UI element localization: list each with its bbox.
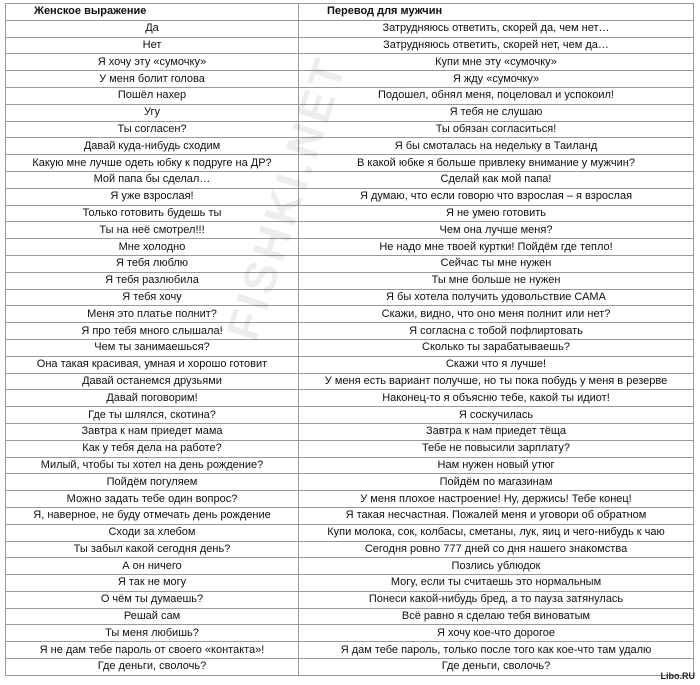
female-phrase: Мой папа бы сделал… xyxy=(6,171,299,188)
watermark: FISHKI.NET xyxy=(215,49,357,347)
female-phrase: Чем ты занимаешься? xyxy=(6,339,299,356)
female-phrase: Я уже взрослая! xyxy=(6,188,299,205)
table-row xyxy=(6,474,694,491)
male-translation: Скажи что я лучше! xyxy=(299,356,694,373)
male-translation: Позлись ублюдок xyxy=(299,558,694,575)
female-phrase: Ты забыл какой сегодня день? xyxy=(6,541,299,558)
table-row xyxy=(6,423,694,440)
female-phrase: Решай сам xyxy=(6,608,299,625)
table-row xyxy=(6,71,694,88)
male-translation: Я думаю, что если говорю что взрослая – я взрослая xyxy=(299,188,694,205)
male-translation: Ты обязан согласиться! xyxy=(299,121,694,138)
table-row xyxy=(6,608,694,625)
table-row xyxy=(6,289,694,306)
table-row xyxy=(6,541,694,558)
table-row xyxy=(6,255,694,272)
table-row xyxy=(6,205,694,222)
female-phrase: Можно задать тебе один вопрос? xyxy=(6,491,299,508)
table-row xyxy=(6,642,694,659)
male-translation: Я бы хотела получить удовольствие САМА xyxy=(299,289,694,306)
female-phrase: Милый, чтобы ты хотел на день рождение? xyxy=(6,457,299,474)
table-row xyxy=(6,491,694,508)
male-translation: Сколько ты зарабатываешь? xyxy=(299,339,694,356)
female-phrase: Нет xyxy=(6,37,299,54)
male-translation: Скажи, видно, что оно меня полнит или нет? xyxy=(299,306,694,323)
male-translation: Купи молока, сок, колбасы, сметаны, лук, яиц и чего-нибудь к чаю xyxy=(299,524,694,541)
female-phrase: Я так не могу xyxy=(6,575,299,592)
female-phrase: Я про тебя много слышала! xyxy=(6,323,299,340)
female-phrase: У меня болит голова xyxy=(6,71,299,88)
male-translation: Я бы смоталась на недельку в Таиланд xyxy=(299,138,694,155)
female-phrase: А он ничего xyxy=(6,558,299,575)
male-translation: Наконец-то я объясню тебе, какой ты идиот! xyxy=(299,390,694,407)
female-phrase: Где ты шлялся, скотина? xyxy=(6,407,299,424)
table-row xyxy=(6,37,694,54)
male-translation: Купи мне эту «сумочку» xyxy=(299,54,694,71)
table-row xyxy=(6,188,694,205)
translation-table xyxy=(5,3,694,676)
male-translation: Где деньги, сволочь? xyxy=(299,659,694,676)
table-row xyxy=(6,171,694,188)
female-phrase: Как у тебя дела на работе? xyxy=(6,440,299,457)
male-translation: Я дам тебе пароль, только после того как кое-что там удалю xyxy=(299,642,694,659)
header-row xyxy=(6,4,694,21)
male-translation: Я жду «сумочку» xyxy=(299,71,694,88)
table-row xyxy=(6,20,694,37)
male-translation: Я согласна с тобой пофлиртовать xyxy=(299,323,694,340)
table-row xyxy=(6,104,694,121)
table-row xyxy=(6,407,694,424)
female-phrase: Давай поговорим! xyxy=(6,390,299,407)
table-row xyxy=(6,659,694,676)
female-phrase: Я хочу эту «сумочку» xyxy=(6,54,299,71)
female-phrase: Давай куда-нибудь сходим xyxy=(6,138,299,155)
male-translation: В какой юбке я больше привлеку внимание у мужчин? xyxy=(299,155,694,172)
male-translation: Я соскучилась xyxy=(299,407,694,424)
table-row xyxy=(6,239,694,256)
table-row xyxy=(6,356,694,373)
male-translation: Могу, если ты считаешь это нормальным xyxy=(299,575,694,592)
female-phrase: Завтра к нам приедет мама xyxy=(6,423,299,440)
female-phrase: Давай останемся друзьями xyxy=(6,373,299,390)
male-translation: Не надо мне твоей куртки! Пойдём где тепло! xyxy=(299,239,694,256)
table-row xyxy=(6,121,694,138)
female-phrase: Сходи за хлебом xyxy=(6,524,299,541)
table-body xyxy=(6,20,694,675)
female-phrase: Я тебя хочу xyxy=(6,289,299,306)
table-row xyxy=(6,524,694,541)
female-phrase: Только готовить будешь ты xyxy=(6,205,299,222)
female-phrase: Мне холодно xyxy=(6,239,299,256)
table-row xyxy=(6,54,694,71)
male-translation: Тебе не повысили зарплату? xyxy=(299,440,694,457)
signature: Libo.RU xyxy=(660,671,695,681)
female-phrase: Меня это платье полнит? xyxy=(6,306,299,323)
female-phrase: Пошёл нахер xyxy=(6,87,299,104)
male-translation: Чем она лучше меня? xyxy=(299,222,694,239)
table-row xyxy=(6,306,694,323)
table-row xyxy=(6,507,694,524)
table-row xyxy=(6,87,694,104)
male-translation: Я хочу кое-что дорогое xyxy=(299,625,694,642)
female-phrase: Да xyxy=(6,20,299,37)
male-translation: У меня плохое настроение! Ну, держись! Тебе конец! xyxy=(299,491,694,508)
male-translation: У меня есть вариант получше, но ты пока побудь у меня в резерве xyxy=(299,373,694,390)
table-row xyxy=(6,323,694,340)
female-phrase: Какую мне лучше одеть юбку к подруге на ДР? xyxy=(6,155,299,172)
table-row xyxy=(6,373,694,390)
table-row xyxy=(6,339,694,356)
female-phrase: Я тебя разлюбила xyxy=(6,272,299,289)
header-female: Женское выражение xyxy=(6,4,299,21)
table-row xyxy=(6,155,694,172)
male-translation: Затрудняюсь ответить, скорей да, чем нет… xyxy=(299,20,694,37)
male-translation: Подошел, обнял меня, поцеловал и успокоил! xyxy=(299,87,694,104)
male-translation: Я тебя не слушаю xyxy=(299,104,694,121)
male-translation: Затрудняюсь ответить, скорей нет, чем да… xyxy=(299,37,694,54)
male-translation: Нам нужен новый утюг xyxy=(299,457,694,474)
male-translation: Я такая несчастная. Пожалей меня и уговори об обратном xyxy=(299,507,694,524)
female-phrase: Пойдём погуляем xyxy=(6,474,299,491)
female-phrase: О чём ты думаешь? xyxy=(6,591,299,608)
female-phrase: Ты на неё смотрел!!! xyxy=(6,222,299,239)
female-phrase: Я не дам тебе пароль от своего «контакта»! xyxy=(6,642,299,659)
male-translation: Всё равно я сделаю тебя виноватым xyxy=(299,608,694,625)
male-translation: Понеси какой-нибудь бред, а то пауза затянулась xyxy=(299,591,694,608)
female-phrase: Ты меня любишь? xyxy=(6,625,299,642)
table-row xyxy=(6,222,694,239)
male-translation: Сейчас ты мне нужен xyxy=(299,255,694,272)
male-translation: Я не умею готовить xyxy=(299,205,694,222)
female-phrase: Ты согласен? xyxy=(6,121,299,138)
table-row xyxy=(6,575,694,592)
table-row xyxy=(6,625,694,642)
female-phrase: Угу xyxy=(6,104,299,121)
table-row xyxy=(6,138,694,155)
table-row xyxy=(6,272,694,289)
table-row xyxy=(6,457,694,474)
table-row xyxy=(6,558,694,575)
table-row xyxy=(6,591,694,608)
male-translation: Сегодня ровно 777 дней со дня нашего знакомства xyxy=(299,541,694,558)
female-phrase: Она такая красивая, умная и хорошо готовит xyxy=(6,356,299,373)
male-translation: Сделай как мой папа! xyxy=(299,171,694,188)
table-row xyxy=(6,440,694,457)
female-phrase: Я, наверное, не буду отмечать день рождение xyxy=(6,507,299,524)
table-row xyxy=(6,390,694,407)
header-male: Перевод для мужчин xyxy=(299,4,694,21)
male-translation: Пойдём по магазинам xyxy=(299,474,694,491)
male-translation: Завтра к нам приедет тёща xyxy=(299,423,694,440)
female-phrase: Где деньги, сволочь? xyxy=(6,659,299,676)
female-phrase: Я тебя люблю xyxy=(6,255,299,272)
male-translation: Ты мне больше не нужен xyxy=(299,272,694,289)
